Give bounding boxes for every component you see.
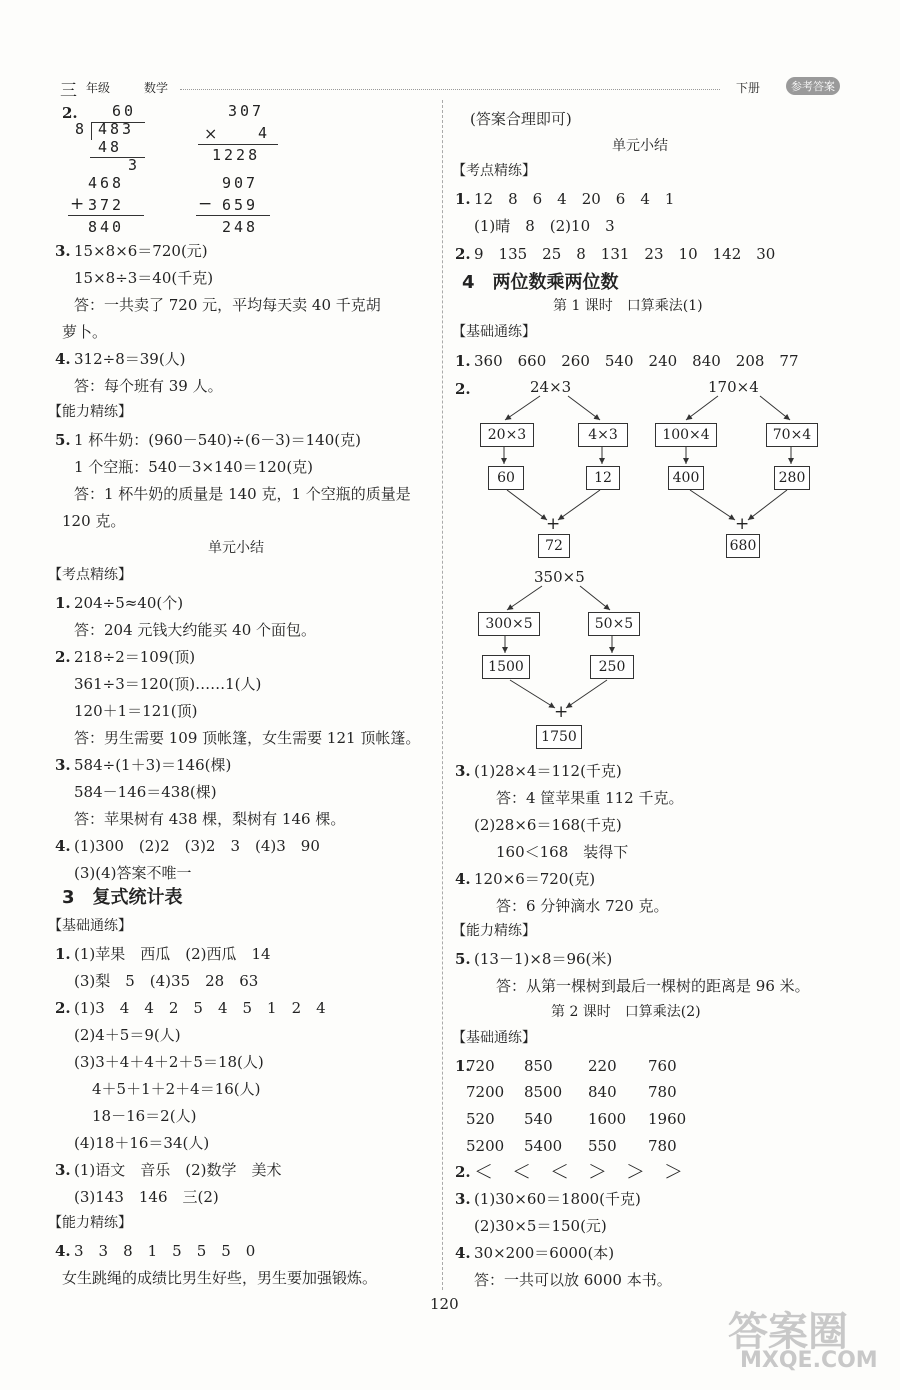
header-grade-label: 年级 [86,81,111,95]
answer-line: (3)3＋4＋4＋2＋5＝18(人) [74,1053,264,1071]
header-volume: 下册 [735,81,760,95]
div-quotient: 60 [112,102,137,120]
answer-line: 584÷(1＋3)＝146(棵) [74,756,232,774]
header-subject: 数学 [144,81,169,95]
answer-line: 答：男生需要 109 顶帐篷，女生需要 121 顶帐篷。 [74,729,421,747]
tree-box: 280 [774,466,810,490]
unit-summary-title: 单元小结 [208,540,264,556]
section-label: 【考点精练】 [48,567,132,583]
answer-line: 答：4 筐苹果重 112 千克。 [496,789,684,807]
grid-cell: 8500 [524,1083,563,1101]
answer-line: 361÷3＝120(顶)……1(人) [74,675,262,693]
answer-line: 答：6 分钟滴水 720 克。 [496,897,669,915]
div-sub: 48 [98,138,123,156]
grid-cell: 520 [466,1110,495,1128]
answer-line: (4)18＋16＝34(人) [74,1134,210,1152]
answer-line: (3)(4)答案不唯一 [74,864,192,882]
answer-line: 答：每个班有 39 人。 [74,377,223,395]
answer-line: 答：一共卖了 720 元，平均每天卖 40 千克胡 [74,296,381,314]
tree-expression: 24×3 [530,378,572,396]
section-label: 【能力精练】 [48,404,132,420]
answer-line: (3)143 146 三(2) [74,1188,219,1206]
section-label: 【能力精练】 [48,1215,132,1231]
answer-line: 答：204 元钱大约能买 40 个面包。 [74,621,317,639]
answer-line: (2)30×5＝150(元) [474,1217,607,1235]
chapter-title: 3 复式统计表 [62,887,183,908]
answer-line: (13－1)×8＝96(米) [474,950,613,968]
answer-line: 9 135 25 8 131 23 10 142 30 [474,245,776,263]
section-label: 【能力精练】 [452,923,536,939]
page-number: 120 [430,1295,459,1313]
answer-line: 答：从第一棵树到最后一棵树的距离是 96 米。 [496,977,810,995]
grid-cell: 840 [588,1083,617,1101]
section-label: 【基础通练】 [452,324,536,340]
answer-line: 218÷2＝109(顶) [74,648,196,666]
answer-line: 204÷5≈40(个) [74,594,184,612]
lesson-title: 第 2 课时 口算乘法(2) [551,1004,701,1020]
answer-line: 答：1 杯牛奶的质量是 140 克，1 个空瓶的质量是 [74,485,411,503]
grid-cell: 7200 [466,1083,505,1101]
grid-cell: 5400 [524,1137,563,1155]
answer-line: 3 3 8 1 5 5 5 0 [74,1242,256,1260]
answer-line: (1)语文 音乐 (2)数学 美术 [74,1161,282,1179]
answer-line: 15×8÷3＝40(千克) [74,269,214,287]
tree-box: 100×4 [655,423,717,447]
answer-line: 答：苹果树有 438 棵，梨树有 146 棵。 [74,810,346,828]
answer-line: 120×6＝720(克) [474,870,596,888]
grid-cell: 850 [524,1057,553,1075]
tree-box: 400 [668,466,704,490]
answer-line: (2)28×6＝168(千克) [474,816,622,834]
answer-line: 1 个空瓶：540－3×140＝120(克) [74,458,314,476]
header-grade: 三 [60,81,77,101]
answer-line: (1)28×4＝112(千克) [474,762,622,780]
answer-line: (3)梨 5 (4)35 28 63 [74,972,259,990]
section-label: 【基础通练】 [452,1030,536,1046]
tree-expression: 170×4 [708,378,759,396]
grid-cell: 720 [466,1057,495,1075]
tree-box: 1750 [536,725,582,749]
answer-line: (2)4＋5＝9(人) [74,1026,181,1044]
grid-cell: 780 [648,1137,677,1155]
tree-box: 680 [726,534,760,558]
watermark-logo: 答案圈 MXQE.COM [728,1309,878,1373]
answer-line: 萝卜。 [62,323,108,341]
answer-line: 360 660 260 540 240 840 208 77 [474,352,799,370]
q2-number: 2. [62,104,78,122]
grid-cell: 550 [588,1137,617,1155]
answer-line: 12 8 6 4 20 6 4 1 [474,190,675,208]
tree-box: 4×3 [578,423,628,447]
div-divisor: 8 [75,120,88,138]
answer-line: (1)300 (2)2 (3)2 3 (4)3 90 [74,837,320,855]
answer-line: 30×200＝6000(本) [474,1244,615,1262]
tree-box: 1500 [482,655,530,679]
answer-line: 1 杯牛奶：(960－540)÷(6－3)＝140(克) [74,431,361,449]
grid-cell: 1960 [648,1110,687,1128]
tree-box: 20×3 [480,423,534,447]
grid-cell: 540 [524,1110,553,1128]
answer-line: 160＜168 装得下 [496,843,629,861]
tree-box: 50×5 [588,612,640,636]
tree-expression: 350×5 [534,568,585,586]
answer-line: 584－146＝438(棵) [74,783,217,801]
section-label: 【基础通练】 [48,918,132,934]
tree-box: 300×5 [478,612,540,636]
answer-line: (答案合理即可) [470,110,572,128]
grid-cell: 5200 [466,1137,505,1155]
answer-line: ＜ ＜ ＜ ＞ ＞ ＞ [474,1161,684,1183]
answer-line: 女生跳绳的成绩比男生好些，男生要加强锻炼。 [62,1269,378,1287]
answer-line: (1)3 4 4 2 5 4 5 1 2 4 [74,999,326,1017]
answer-line: 18－16＝2(人) [92,1107,197,1125]
div-remainder: 3 [128,156,141,174]
grid-cell: 780 [648,1083,677,1101]
header-badge: 参考答案 [786,77,840,95]
answer-line: 答：一共可以放 6000 本书。 [474,1271,672,1289]
unit-summary-title: 单元小结 [612,138,668,154]
lesson-title: 第 1 课时 口算乘法(1) [553,298,703,314]
section-label: 【考点精练】 [452,163,536,179]
tree-box: 12 [586,466,620,490]
answer-line: 15×8×6＝720(元) [74,242,208,260]
chapter-title: 4 两位数乘两位数 [462,272,619,293]
tree-box: 250 [590,655,634,679]
grid-cell: 1600 [588,1110,627,1128]
div-dividend: 483 [98,120,135,138]
tree-box: 60 [488,466,524,490]
grid-cell: 220 [588,1057,617,1075]
answer-line: 120 克。 [62,512,126,530]
answer-line: 312÷8＝39(人) [74,350,186,368]
tree-box: 72 [538,534,570,558]
grid-cell: 760 [648,1057,677,1075]
answer-line: 120＋1＝121(顶) [74,702,198,720]
tree-box: 70×4 [766,423,818,447]
answer-line: (1)30×60＝1800(千克) [474,1190,641,1208]
answer-line: (1)苹果 西瓜 (2)西瓜 14 [74,945,271,963]
answer-line: (1)晴 8 (2)10 3 [474,217,615,235]
answer-line: 4＋5＋1＋2＋4＝16(人) [92,1080,261,1098]
